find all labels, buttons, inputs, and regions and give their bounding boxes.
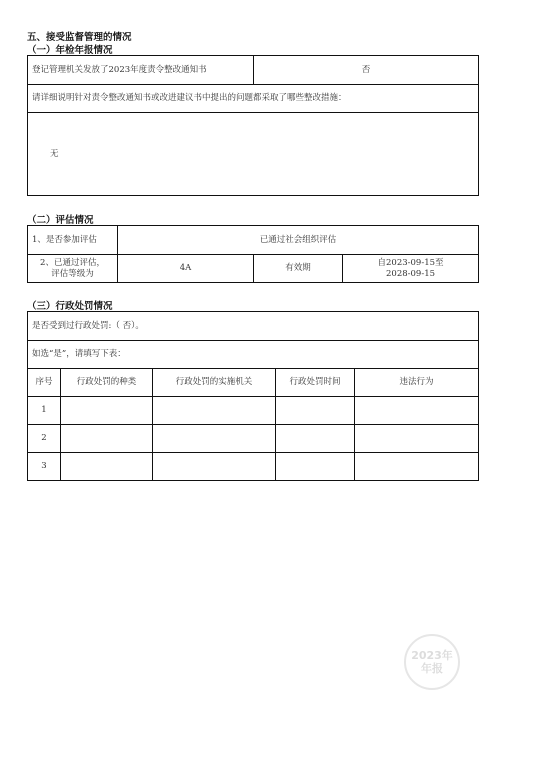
assessment-grade: 4A bbox=[118, 255, 254, 283]
assessment-table bbox=[27, 225, 479, 283]
watermark-line2: 年报 bbox=[421, 662, 443, 675]
notice-value: 否 bbox=[254, 56, 479, 85]
row-type-cell bbox=[61, 397, 153, 425]
row-time-cell bbox=[276, 397, 355, 425]
detail-value: 无 bbox=[28, 113, 479, 196]
header-type: 行政处罚的种类 bbox=[61, 369, 153, 397]
row-time-cell bbox=[276, 425, 355, 453]
row-authority-cell bbox=[153, 453, 276, 481]
annual-check-table bbox=[27, 55, 479, 196]
section-title: 五、接受监督管理的情况 bbox=[27, 32, 132, 43]
row-violation-cell bbox=[355, 453, 479, 481]
validity-line1: 自2023-09-15至 bbox=[377, 257, 444, 268]
validity-period bbox=[343, 255, 479, 283]
penalty-instruction: 如选“是”，请填写下表： bbox=[28, 341, 479, 369]
row-violation-cell bbox=[355, 425, 479, 453]
row-no: 1 bbox=[28, 397, 61, 425]
row-authority-cell bbox=[153, 397, 276, 425]
table-row bbox=[28, 397, 479, 425]
penalty-table bbox=[27, 311, 479, 481]
validity-line2: 2028-09-15 bbox=[386, 268, 436, 279]
assessment-q1-value: 已通过社会组织评估 bbox=[118, 226, 479, 255]
assessment-q2-label-line2: 评估等级为 bbox=[51, 268, 94, 279]
row-type-cell bbox=[61, 425, 153, 453]
row-violation-cell bbox=[355, 397, 479, 425]
table-row bbox=[28, 453, 479, 481]
detail-prompt: 请详细说明针对责令整改通知书或改进建议书中提出的问题都采取了哪些整改措施： bbox=[28, 85, 479, 113]
header-time: 行政处罚时间 bbox=[276, 369, 355, 397]
notice-label: 登记管理机关发放了2023年度责令整改通知书 bbox=[28, 56, 254, 85]
header-violation: 违法行为 bbox=[355, 369, 479, 397]
annual-check-title: （一）年检年报情况 bbox=[27, 45, 113, 56]
table-row bbox=[28, 425, 479, 453]
penalty-title: （三）行政处罚情况 bbox=[27, 301, 113, 312]
header-no: 序号 bbox=[28, 369, 61, 397]
row-time-cell bbox=[276, 453, 355, 481]
assessment-q1-label: 1、是否参加评估 bbox=[28, 226, 118, 255]
row-no: 3 bbox=[28, 453, 61, 481]
row-type-cell bbox=[61, 453, 153, 481]
row-no: 2 bbox=[28, 425, 61, 453]
assessment-q2-label-line1: 2、已通过评估， bbox=[40, 257, 105, 268]
validity-label: 有效期 bbox=[254, 255, 343, 283]
assessment-title: （二）评估情况 bbox=[27, 215, 94, 226]
watermark-line1: 2023年 bbox=[411, 648, 453, 662]
annual-report-watermark-seal bbox=[404, 634, 460, 690]
header-authority: 行政处罚的实施机关 bbox=[153, 369, 276, 397]
penalty-question: 是否受到过行政处罚:（ 否）。 bbox=[28, 312, 479, 341]
row-authority-cell bbox=[153, 425, 276, 453]
assessment-q2-label bbox=[28, 255, 118, 283]
penalty-header-row bbox=[28, 369, 479, 397]
